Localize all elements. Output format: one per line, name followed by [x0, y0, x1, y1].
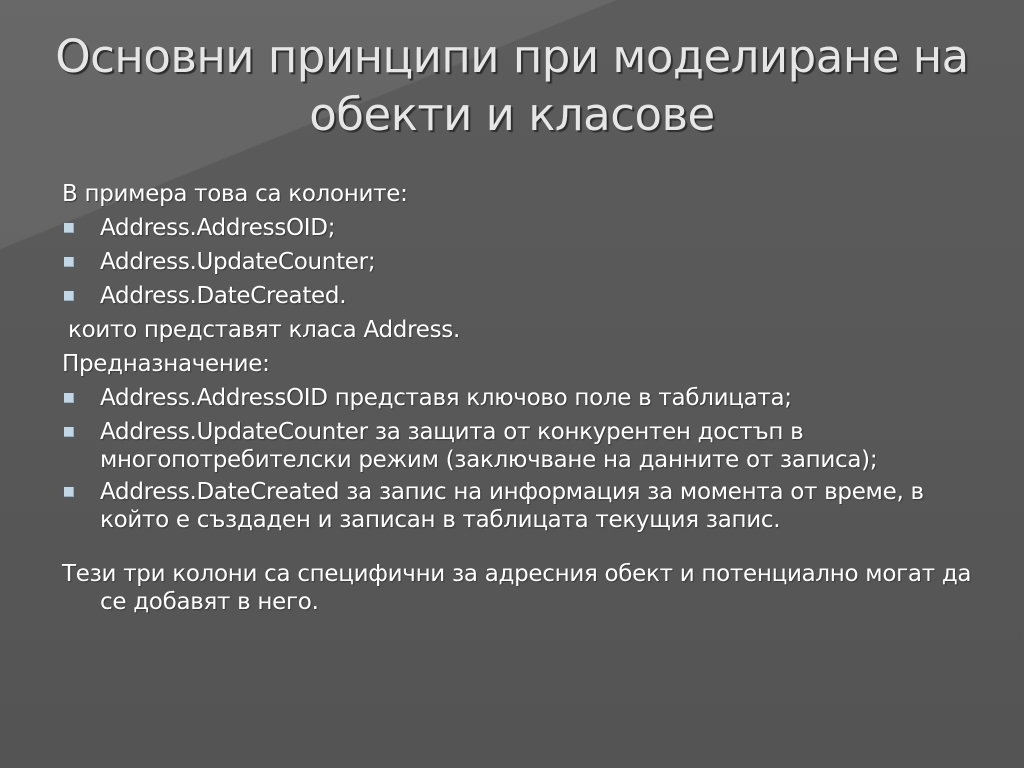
bullet-item: [62, 248, 982, 276]
class-note-text: които представят класа Address.: [68, 317, 460, 343]
bullet-text: Address.AddressOID представя ключово поле в таблицата;: [100, 385, 792, 411]
purpose-heading: Предназначение:: [62, 351, 270, 377]
bullet-text: Address.DateCreated.: [100, 283, 347, 309]
bullet-text: Address.UpdateCounter за защита от конкурентен достъп в многопотребителски режим (заключване на данните от записа);: [100, 419, 878, 473]
bullet-item: [62, 418, 982, 474]
square-bullet-icon: [64, 223, 74, 233]
square-bullet-icon: [64, 291, 74, 301]
bullet-item: [62, 478, 982, 534]
bullet-item: [62, 282, 982, 310]
conclusion-text: Тези три колони са специфични за адресния обект и потенциално могат да се добавят в него.: [62, 561, 972, 615]
bullet-text: Address.UpdateCounter;: [100, 249, 376, 275]
square-bullet-icon: [64, 427, 74, 437]
slide-title: Основни принципи при моделиране на обекти и класове: [55, 30, 969, 141]
square-bullet-icon: [64, 487, 74, 497]
bullet-item: [62, 384, 982, 412]
square-bullet-icon: [64, 257, 74, 267]
intro-text: В примера това са колоните:: [62, 181, 408, 207]
slide-body: [62, 180, 982, 622]
bullet-text: Address.AddressOID;: [100, 215, 336, 241]
square-bullet-icon: [64, 393, 74, 403]
bullet-text: Address.DateCreated за запис на информация за момента от време, в който е създаден и записан в таблицата текущия запис.: [100, 479, 924, 533]
bullet-item: [62, 214, 982, 242]
